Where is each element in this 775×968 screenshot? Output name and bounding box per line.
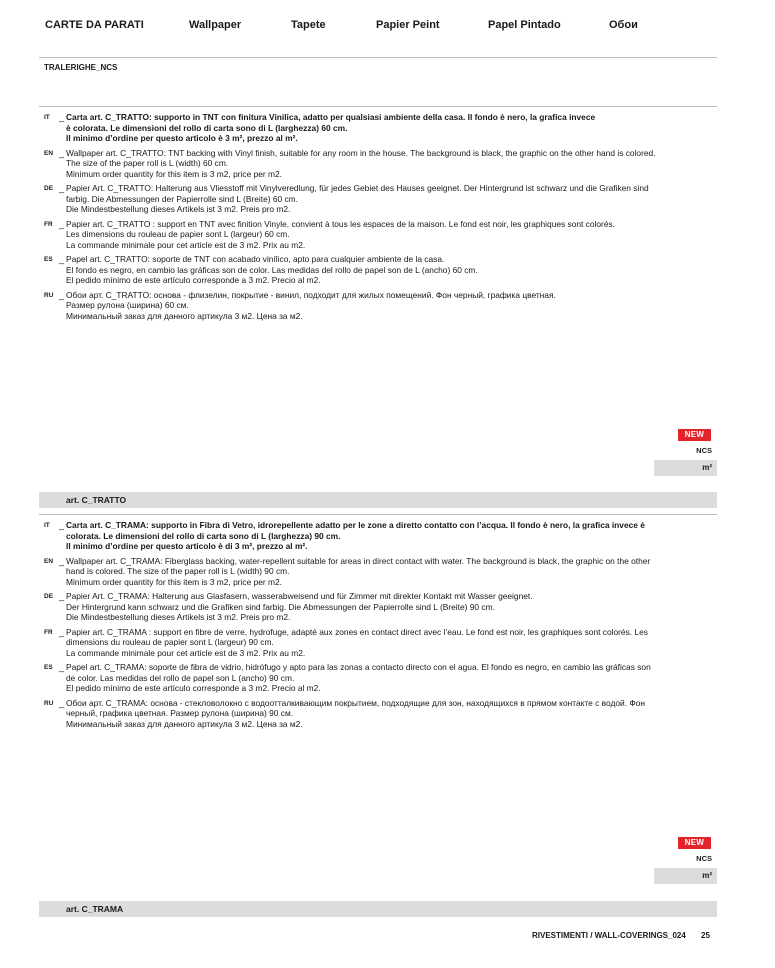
article-bar — [39, 901, 717, 917]
unit-label: m² — [702, 871, 712, 880]
article-label: art. C_TRAMA — [66, 904, 124, 914]
lang-code: EN — [44, 149, 54, 157]
unit-bar — [654, 868, 717, 884]
collection-code: TRALERIGHE_NCS — [44, 63, 118, 72]
header-label-en: Wallpaper — [189, 19, 242, 31]
description-line: Il minimo d’ordine per questo articolo è di 3 m², prezzo al m². — [66, 541, 308, 551]
description-line: Обои арт. C_TRATTO: основа - флизелин, покрытие - винил, подходит для жилых помещений. Фон черный, графика цветная. — [66, 289, 556, 300]
lang-code: FR — [44, 220, 53, 228]
description-line: de color. Las medidas del rollo de papel son L (ancho) 90 cm. — [66, 672, 295, 683]
header-label-fr: Papier Peint — [376, 19, 440, 31]
description-line: Papel art. C_TRATTO: soporte de TNT con acabado vinílico, apto para cualquier ambiente de la casa. — [66, 254, 445, 264]
description-en: EN _ Wallpaper art. C_TRAMA: Fiberglass backing, water-repellent suitable for areas in direct contact with water. The background is black, the graphic on the other hand is colored. The size of the paper roll is L (width) 90 cm. Minimum order quantity for this item is 3 m2, price per m2. — [44, 556, 709, 588]
header-label-ru: Обои — [609, 19, 638, 31]
description-line: Papier Art. C_TRAMA: Halterung aus Glasfasern, wasserabweisend und für Zimmer mit direkter Kontakt mit Wasser geeignet. — [66, 591, 533, 601]
description-line: El pedido mínimo de este artículo corresponde a 3 m2. Precio al m2. — [66, 275, 321, 285]
lang-code: IT — [44, 522, 50, 529]
unit-bar — [654, 460, 717, 476]
description-line: Papier art. C_TRAMA : support en fibre de verre, hydrofuge, adapté aux zones en contact direct avec l’eau. Le fond est noir, les graphiques sont colorés. Les — [66, 626, 648, 637]
header-label-pt: Tapete — [291, 19, 326, 31]
article-label: art. C_TRATTO — [66, 495, 127, 505]
description-line: The size of the paper roll is L (width) 60 cm. — [66, 158, 229, 168]
description-line: Papier art. C_TRATTO : support en TNT avec finition Vinyle, convient à tous les espaces de la maison. Le fond est noir, les graphiques sont colorés. — [66, 218, 616, 229]
new-badge: NEW — [678, 429, 711, 441]
lang-code: FR — [44, 628, 53, 636]
description-line: Der Hintergrund kann schwarz und die Grafiken sind farbig. Die Abmessungen der Papierrolle sind L (Breite) 90 cm. — [66, 601, 495, 612]
description-line: Размер рулона (ширина) 60 см. — [66, 300, 189, 310]
lang-code: EN — [44, 557, 54, 565]
new-badge: NEW — [678, 837, 711, 849]
description-de: DE _ Papier Art. C_TRATTO: Halterung aus Vliesstoff mit Vinylveredlung, für jedes Gebiet des Hauses geeignet. Der Hintergrund ist schwarz und die Grafiken sind farbig. Die Abmessungen der Papierrolle sind L (Breite) 60 cm. Die Mindestbestellung dieses Artikels ist 3 m2. Preis pro m2. — [44, 183, 709, 215]
lang-code: DE — [44, 185, 54, 192]
description-line: El fondo es negro, en cambio las gráficas son de color. Las medidas del rollo de papel son de L (ancho) 60 cm. — [66, 264, 478, 275]
ncs-label: NCS — [696, 854, 712, 863]
description-line: La commande minimale pour cet article est de 3 m2. Prix au m2. — [66, 647, 306, 658]
description-ru: RU _ Обои арт. C_TRATTO: основа - флизелин, покрытие - винил, подходит для жилых помещений. Фон черный, графика цветная. Размер рулона (ширина) 60 см. Минимальный заказ для данного артикула 3 м2. Цена за м2. — [44, 290, 709, 322]
description-ru: RU _ Обои арт. C_TRAMA: основа - стекловолокно с водоотталкивающим покрытием, подходящие для зон, находящихся в прямом контакте с водой. Фон черный, графика цветная. Размер рулона (ширина) 90 см. Минимальный заказ для данного артикула 3 м2. Цена за м2. — [44, 698, 709, 730]
description-line: colorata. Le dimensioni del rollo di carta sono di L (larghezza) 90 cm. — [66, 530, 341, 541]
article-bar — [39, 492, 717, 508]
description-line: Carta art. C_TRATTO: supporto in TNT con finitura Vinilica, adatto per qualsiasi ambiente della casa. Il fondo è nero, la grafica invece — [66, 112, 596, 122]
header-label-es: Papel Pintado — [488, 19, 561, 31]
lang-code: RU — [44, 699, 54, 707]
description-it: IT _ Carta art. C_TRATTO: supporto in TNT con finitura Vinilica, adatto per qualsiasi ambiente della casa. Il fondo è nero, la grafica invece è colorata. Le dimensioni del rollo di carta sono di L (larghezza) 60 cm. Il minimo d’ordine per questo articolo è 3 m², prezzo al m². — [44, 112, 709, 144]
description-es: ES _ Papel art. C_TRATTO: soporte de TNT con acabado vinílico, apto para cualquier ambiente de la casa. El fondo es negro, en cambio las gráficas son de color. Las medidas del rollo de papel son de L (ancho) 60 cm. El pedido mínimo de este artículo corresponde a 3 m2. Precio al m2. — [44, 254, 709, 286]
description-line: Papier Art. C_TRATTO: Halterung aus Vliesstoff mit Vinylveredlung, für jedes Gebiet des Hauses geeignet. Der Hintergrund ist schwarz und die Grafiken sind — [66, 183, 649, 193]
lang-code: IT — [44, 114, 50, 121]
description-line: Carta art. C_TRAMA: supporto in Fibra di Vetro, idrorepellente adatto per le zone a diretto contatto con l’acqua. Il fondo è nero, la grafica invece è — [66, 520, 645, 530]
description-it: IT _ Carta art. C_TRAMA: supporto in Fibra di Vetro, idrorepellente adatto per le zone a diretto contatto con l’acqua. Il fondo è nero, la grafica invece è colorata. Le dimensioni del rollo di carta sono di L (larghezza) 90 cm. Il minimo d’ordine per questo articolo è di 3 m², prezzo al m². — [44, 520, 709, 552]
description-de: DE _ Papier Art. C_TRAMA: Halterung aus Glasfasern, wasserabweisend und für Zimmer mit direkter Kontakt mit Wasser geeignet. Der Hintergrund kann schwarz und die Grafiken sind farbig. Die Abmessungen der Papierrolle sind L (Breite) 90 cm. Die Mindestbestellung dieses Artikels ist 3 m2. Preis pro m2. — [44, 591, 709, 623]
description-line: Il minimo d’ordine per questo articolo è 3 m², prezzo al m². — [66, 133, 298, 143]
description-line: Les dimensions du rouleau de papier sont L (largeur) 60 cm. — [66, 229, 290, 239]
description-line: Die Mindestbestellung dieses Artikels ist 3 m2. Preis pro m2. — [66, 612, 291, 622]
description-line: Обои арт. C_TRAMA: основа - стекловолокно с водоотталкивающим покрытием, подходящие для зон, находящихся в прямом контакте с водой. Фон — [66, 697, 645, 708]
description-line: Minimum order quantity for this item is 3 m2, price per m2. — [66, 168, 282, 179]
description-es: ES _ Papel art. C_TRAMA: soporte de fibra de vidrio, hidrófugo y apto para las zonas a contacto directo con el agua. El fondo es negro, en cambio las gráficas son de color. Las medidas del rollo de papel son L (ancho) 90 cm. El pedido mínimo de este artículo corresponde a 3 m2. Precio al m2. — [44, 662, 709, 694]
description-fr: FR _ Papier art. C_TRATTO : support en TNT avec finition Vinyle, convient à tous les espaces de la maison. Le fond est noir, les graphiques sont colorés. Les dimensions du rouleau de papier sont L (largeur) 60 cm. La commande minimale pour cet article est de 3 m2. Prix au m2. — [44, 219, 709, 251]
section-divider — [39, 106, 717, 107]
description-line: Минимальный заказ для данного артикула 3 м2. Цена за м2. — [66, 310, 303, 321]
header-label-it: CARTE DA PARATI — [45, 19, 144, 31]
description-line: Papel art. C_TRAMA: soporte de fibra de vidrio, hidrófugo y apto para las zonas a contacto directo con el agua. El fondo es negro, en cambio las gráficas son — [66, 662, 651, 672]
description-line: è colorata. Le dimensioni del rollo di carta sono di L (larghezza) 60 cm. — [66, 122, 348, 133]
lang-code: ES — [44, 664, 53, 671]
description-line: dimensions du rouleau de papier sont L (largeur) 90 cm. — [66, 637, 274, 647]
description-en: EN _ Wallpaper art. C_TRATTO: TNT backing with Vinyl finish, suitable for any room in the house. The background is black, the graphic on the other hand is colored. The size of the paper roll is L (width) 60 cm. Minimum order quantity for this item is 3 m2, price per m2. — [44, 148, 709, 180]
page-number: 25 — [701, 931, 710, 940]
unit-label: m² — [702, 463, 712, 472]
description-line: Wallpaper art. C_TRAMA: Fiberglass backing, water-repellent suitable for areas in direct contact with water. The background is black, the graphic on the other — [66, 555, 651, 566]
lang-code: RU — [44, 291, 54, 299]
footer-section: RIVESTIMENTI / WALL-COVERINGS_024 — [532, 931, 686, 940]
header-divider — [39, 57, 717, 58]
description-fr: FR _ Papier art. C_TRAMA : support en fibre de verre, hydrofuge, adapté aux zones en contact direct avec l’eau. Le fond est noir, les graphiques sont colorés. Les dimensions du rouleau de papier sont L (largeur) 90 cm. La commande minimale pour cet article est de 3 m2. Prix au m2. — [44, 627, 709, 659]
lang-code: ES — [44, 256, 53, 263]
product2-descriptions — [44, 520, 709, 733]
description-line: Die Mindestbestellung dieses Artikels ist 3 m2. Preis pro m2. — [66, 204, 291, 214]
product1-descriptions — [44, 112, 709, 325]
description-line: El pedido mínimo de este artículo corresponde a 3 m2. Precio al m2. — [66, 683, 321, 693]
description-line: La commande minimale pour cet article est de 3 m2. Prix au m2. — [66, 239, 306, 250]
description-line: Minimum order quantity for this item is 3 m2, price per m2. — [66, 576, 282, 587]
description-line: Wallpaper art. C_TRATTO: TNT backing with Vinyl finish, suitable for any room in the house. The background is black, the graphic on the other hand is colored. — [66, 147, 656, 158]
lang-code: DE — [44, 593, 54, 600]
description-line: черный, графика цветная. Размер рулона (ширина) 90 см. — [66, 708, 294, 718]
description-line: Минимальный заказ для данного артикула 3 м2. Цена за м2. — [66, 718, 303, 729]
description-line: hand is colored. The size of the paper roll is L (width) 90 cm. — [66, 566, 290, 576]
ncs-label: NCS — [696, 446, 712, 455]
description-line: farbig. Die Abmessungen der Papierrolle sind L (Breite) 60 cm. — [66, 193, 298, 204]
section-divider — [39, 514, 717, 515]
